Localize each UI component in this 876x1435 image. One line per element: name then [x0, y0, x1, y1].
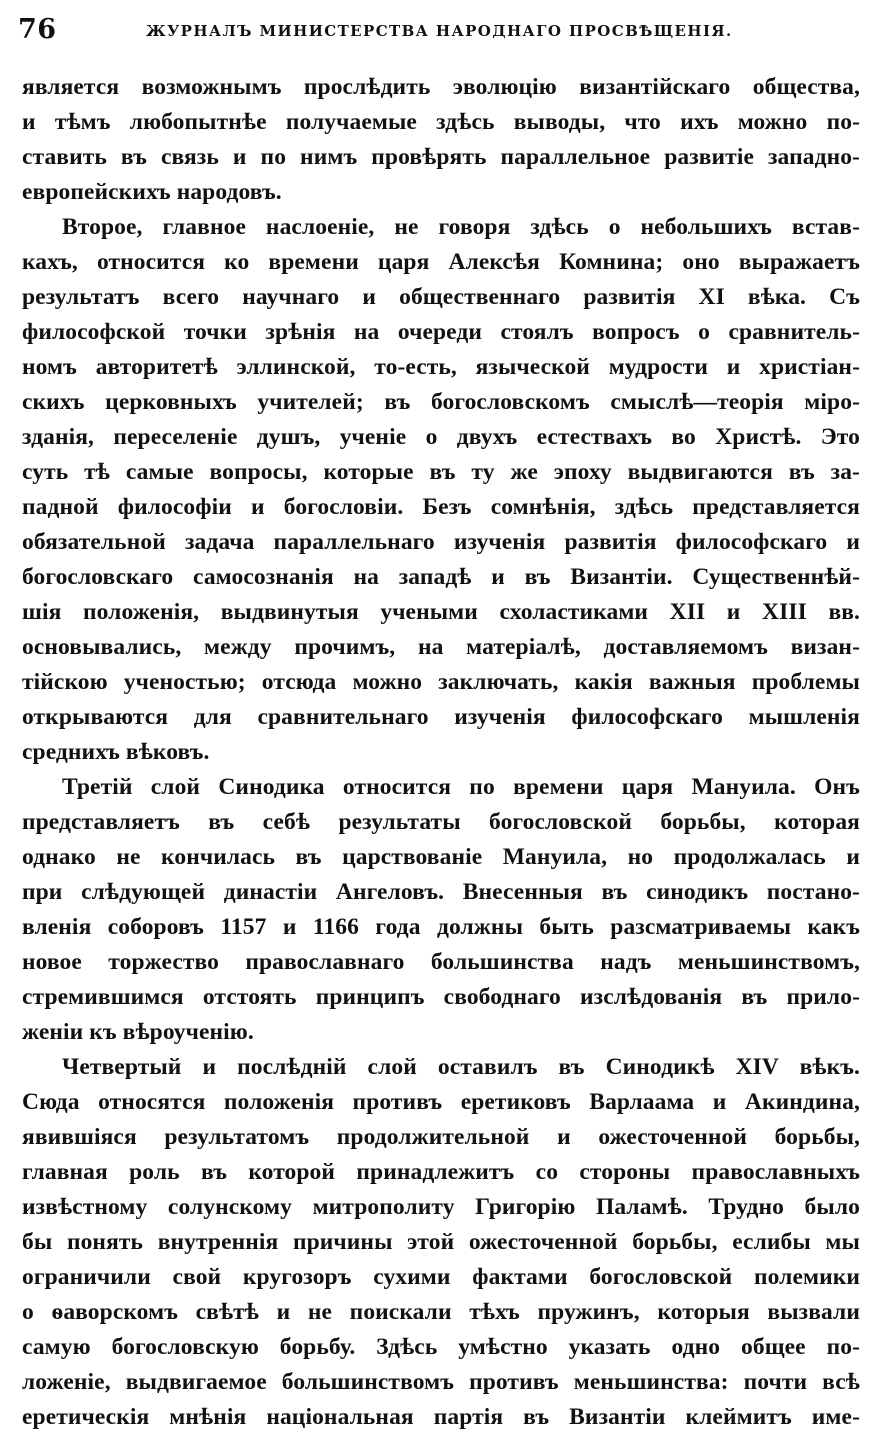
text-line: богословскаго самосознанія на западѣ и въ Византіи. Существеннѣй- — [22, 564, 860, 590]
paragraph — [22, 210, 860, 770]
text-line: падной философіи и богословіи. Безъ сомнѣнія, здѣсь представляется — [22, 494, 860, 520]
text-line: извѣстному солунскому митрополиту Григорію Паламѣ. Трудно было — [22, 1194, 860, 1220]
text-line: главная роль въ которой принадлежитъ со стороны православныхъ — [22, 1159, 860, 1185]
text-line: ложеніе, выдвигаемое большинствомъ противъ меньшинства: почти всѣ — [22, 1369, 860, 1395]
text-line: ставить въ связь и по нимъ провѣрять параллельное развитіе западно- — [22, 144, 860, 170]
text-line: при слѣдующей династіи Ангеловъ. Внесенныя въ синодикъ постано- — [22, 879, 860, 905]
text-line: является возможнымъ прослѣдить эволюцію византійскаго общества, — [22, 74, 860, 100]
paragraph — [22, 70, 860, 210]
text-line: шія положенія, выдвинутыя учеными схоластиками XII и XIII вв. — [22, 599, 860, 625]
text-line: представляетъ въ себѣ результаты богословской борьбы, которая — [22, 809, 860, 835]
text-line: европейскихъ народовъ. — [22, 179, 282, 205]
text-line: бы понять внутреннія причины этой ожесточенной борьбы, еслибы мы — [22, 1229, 860, 1255]
text-line: о ѳаворскомъ свѣтѣ и не поискали тѣхъ пружинъ, которыя вызвали — [22, 1299, 860, 1325]
text-line: кахъ, относится ко времени царя Алексѣя Комнина; оно выражаетъ — [22, 249, 860, 275]
text-line: Сюда относятся положенія противъ еретиковъ Варлаама и Акиндина, — [22, 1089, 860, 1115]
paragraph — [22, 1050, 860, 1435]
running-head — [18, 14, 860, 48]
text-line: ограничили свой кругозоръ сухими фактами богословской полемики — [22, 1264, 860, 1290]
text-line: однако не кончилась въ царствованіе Мануила, но продолжалась и — [22, 844, 860, 870]
text-line: Четвертый и послѣдній слой оставилъ въ Синодикѣ XIV вѣкъ. — [62, 1054, 860, 1080]
text-line: номъ авторитетѣ эллинской, то-есть, языческой мудрости и христіан- — [22, 354, 860, 380]
text-line: скихъ церковныхъ учителей; въ богословскомъ смыслѣ—теорія міро- — [22, 389, 860, 415]
text-line: вленія соборовъ 1157 и 1166 года должны быть разсматриваемы какъ — [22, 914, 860, 940]
text-line: явившіяся результатомъ продолжительной и ожесточенной борьбы, — [22, 1124, 860, 1150]
text-line: открываются для сравнительнаго изученія философскаго мышленія — [22, 704, 860, 730]
text-line: среднихъ вѣковъ. — [22, 739, 210, 765]
journal-title: ЖУРНАЛЪ МИНИСТЕРСТВА НАРОДНАГО ПРОСВѢЩЕНІЯ. — [146, 22, 733, 40]
text-line: суть тѣ самые вопросы, которые въ ту же эпоху выдвигаются въ за- — [22, 459, 860, 485]
text-line: женіи къ вѣроученію. — [22, 1019, 254, 1045]
text-line: самую богословскую борьбу. Здѣсь умѣстно указать одно общее по- — [22, 1334, 860, 1360]
text-line: результатъ всего научнаго и общественнаго развитія XI вѣка. Съ — [22, 284, 860, 310]
text-line: и тѣмъ любопытнѣе получаемые здѣсь выводы, что ихъ можно по- — [22, 109, 860, 135]
body-text — [22, 70, 860, 1435]
text-line: философской точки зрѣнія на очереди стоялъ вопросъ о сравнитель- — [22, 319, 860, 345]
page-number: 76 — [18, 14, 57, 45]
text-line: зданія, переселеніе душъ, ученіе о двухъ естествахъ во Христѣ. Это — [22, 424, 860, 450]
text-line: Третій слой Синодика относится по времени царя Мануила. Онъ — [62, 774, 860, 800]
text-line: тійскою ученостью; отсюда можно заключать, какія важныя проблемы — [22, 669, 860, 695]
paragraph — [22, 770, 860, 1050]
text-line: еретическія мнѣнія національная партія въ Византіи клеймитъ име- — [22, 1404, 860, 1430]
text-line: стремившимся отстоять принципъ свободнаго изслѣдованія въ прило- — [22, 984, 860, 1010]
text-line: основывались, между прочимъ, на матеріалѣ, доставляемомъ визан- — [22, 634, 860, 660]
text-line: новое торжество православнаго большинства надъ меньшинствомъ, — [22, 949, 860, 975]
text-line: обязательной задача параллельнаго изученія развитія философскаго и — [22, 529, 860, 555]
text-line: Второе, главное наслоеніе, не говоря здѣсь о небольшихъ встав- — [62, 214, 860, 240]
